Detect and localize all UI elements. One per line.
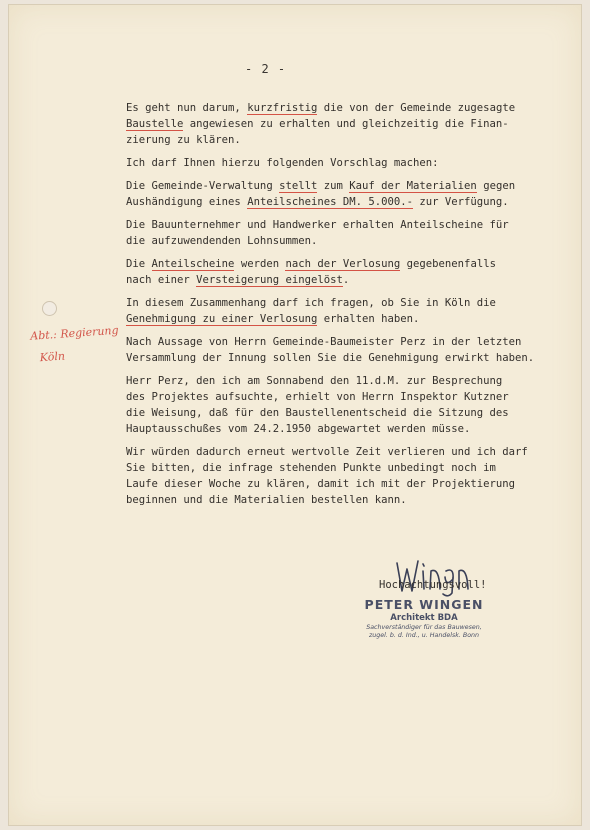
text-run: angewiesen zu erhalten und gleichzeitig die Finan- [183, 118, 509, 130]
text-line [126, 373, 566, 389]
text-run: In diesem Zusammenhang darf ich fragen, ob Sie in Köln die [126, 297, 496, 309]
text-line [126, 132, 566, 148]
letter-paragraph [126, 295, 566, 327]
text-run: Wir würden dadurch erneut wertvolle Zeit verlieren und ich darf [126, 446, 528, 458]
underlined-phrase: Anteilscheines DM. 5.000.- [247, 196, 414, 208]
letter-paragraph [126, 373, 566, 437]
letter-paragraph [126, 256, 566, 288]
underlined-phrase: Anteilscheine [151, 258, 235, 270]
underlined-phrase: kurzfristig [247, 102, 318, 114]
letter-paragraph [126, 217, 566, 249]
text-line [126, 444, 566, 460]
text-run: Herr Perz, den ich am Sonnabend den 11.d.M. zur Besprechung [126, 375, 503, 387]
text-line [126, 492, 566, 508]
text-line [126, 311, 566, 327]
letter-paragraph [126, 334, 566, 366]
text-run: die Weisung, daß für den Baustellenentscheid die Sitzung des [126, 407, 509, 419]
text-run: Aushändigung eines [126, 196, 248, 208]
text-run: beginnen und die Materialien bestellen kann. [126, 494, 407, 506]
text-run: zum [317, 180, 350, 192]
stamp-name: PETER WINGEN [364, 597, 484, 612]
text-run: Laufe dieser Woche zu klären, damit ich mit der Projektierung [126, 478, 516, 490]
margin-annotation [29, 320, 119, 369]
text-run: Es geht nun darum, [126, 102, 248, 114]
text-line [126, 460, 566, 476]
letter-page [8, 4, 582, 826]
text-line [126, 256, 566, 272]
text-run: erhalten haben. [317, 313, 420, 325]
text-line [126, 116, 566, 132]
text-line [126, 389, 566, 405]
stamp-registration: zugel. b. d. Ind., u. Handelsk. Bonn [368, 632, 480, 639]
text-run: nach einer [126, 274, 197, 286]
text-line [126, 405, 566, 421]
letter-body [126, 100, 566, 515]
margin-annotation-line: Abt.: Regierung [29, 323, 119, 343]
underlined-phrase: Versteigerung eingelöst [196, 274, 343, 286]
text-run: die von der Gemeinde zugesagte [317, 102, 516, 114]
text-run: zur Verfügung. [413, 196, 509, 208]
text-line [126, 194, 566, 210]
page-number: - 2 - [245, 62, 287, 76]
text-run: Ich darf Ihnen hierzu folgenden Vorschlag machen: [126, 157, 439, 169]
text-run: Die Bauunternehmer und Handwerker erhalten Anteilscheine für [126, 219, 509, 231]
handwritten-signature [393, 557, 473, 599]
text-line [126, 178, 566, 194]
text-run: Hauptausschußes vom 24.2.1950 abgewartet werden müsse. [126, 423, 471, 435]
text-run: Nach Aussage von Herrn Gemeinde-Baumeister Perz in der letzten [126, 336, 522, 348]
underlined-phrase: Baustelle [126, 118, 184, 130]
text-run: des Projektes aufsuchte, erhielt von Herrn Inspektor Kutzner [126, 391, 509, 403]
address-stamp [349, 597, 499, 639]
underlined-phrase: Kauf der Materialien [349, 180, 477, 192]
text-run: gegebenenfalls [400, 258, 496, 270]
underlined-phrase: stellt [279, 180, 318, 192]
closing-salutation: Hochachtungsvoll! [379, 579, 487, 591]
text-line [126, 295, 566, 311]
text-run: zierung zu klären. [126, 134, 241, 146]
text-line [126, 476, 566, 492]
text-line [126, 100, 566, 116]
text-line [126, 217, 566, 233]
stamp-qualification: Sachverständiger für das Bauwesen, [366, 624, 482, 631]
text-line [126, 272, 566, 288]
text-run: Versammlung der Innung sollen Sie die Genehmigung erwirkt haben. [126, 352, 535, 364]
text-line [126, 155, 566, 171]
letter-paragraph [126, 444, 566, 508]
punch-hole [42, 301, 57, 316]
text-line [126, 233, 566, 249]
letter-paragraph [126, 100, 566, 148]
text-line [126, 421, 566, 437]
text-run: gegen [476, 180, 516, 192]
text-run: Die Gemeinde-Verwaltung [126, 180, 280, 192]
text-run: die aufzuwendenden Lohnsummen. [126, 235, 318, 247]
stamp-title: Architekt BDA [390, 613, 458, 623]
text-run: Die [126, 258, 152, 270]
underlined-phrase: nach der Verlosung [285, 258, 401, 270]
text-run: werden [234, 258, 286, 270]
text-line [126, 350, 566, 366]
letter-paragraph [126, 178, 566, 210]
text-run: . [342, 274, 350, 286]
text-line [126, 334, 566, 350]
text-run: Sie bitten, die infrage stehenden Punkte unbedingt noch im [126, 462, 496, 474]
margin-annotation-line: Köln [39, 349, 66, 365]
underlined-phrase: Genehmigung zu einer Verlosung [126, 313, 318, 325]
letter-paragraph [126, 155, 566, 171]
